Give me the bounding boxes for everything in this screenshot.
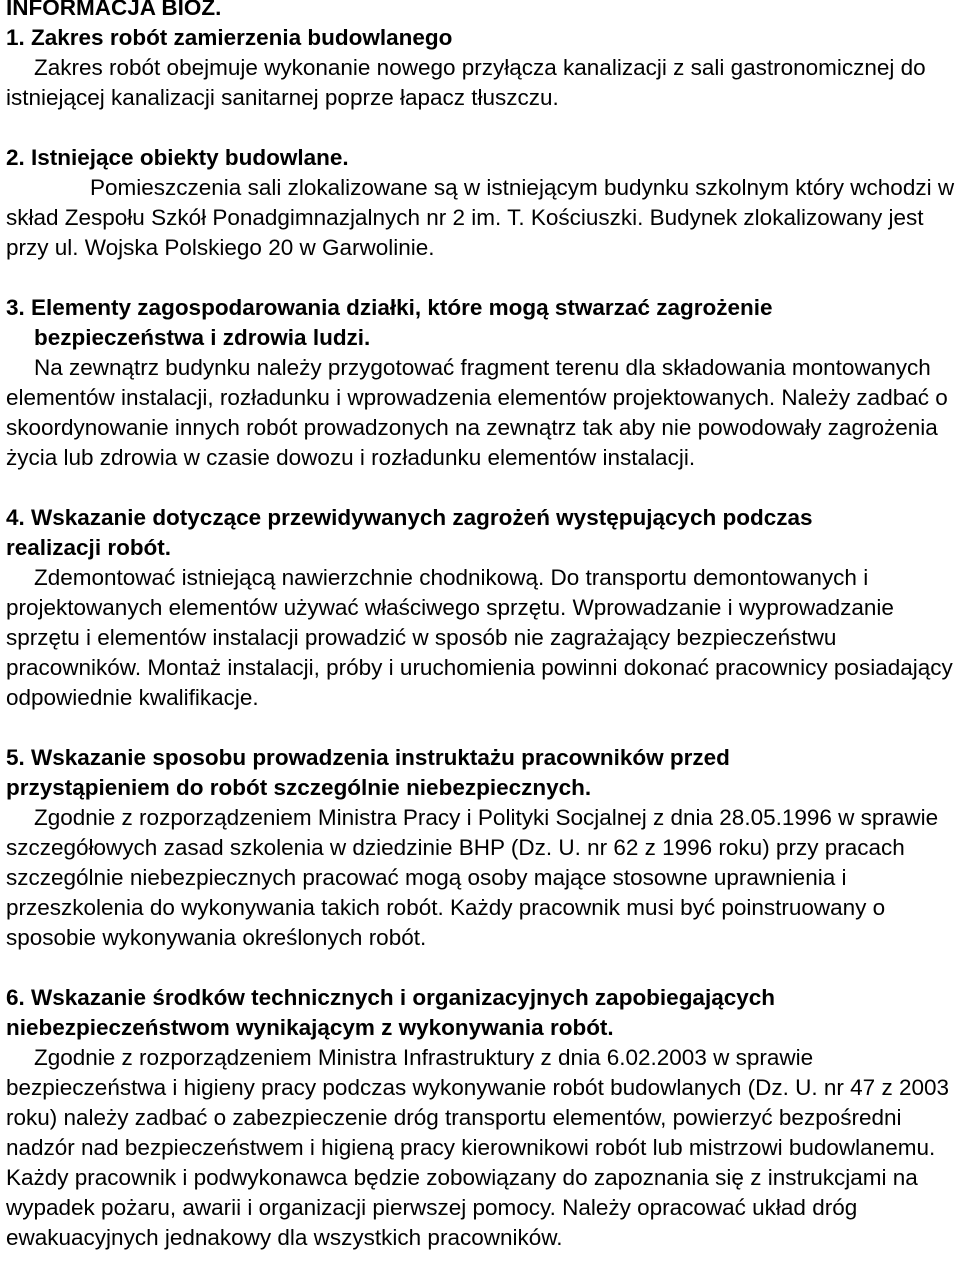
section-spacer — [6, 113, 956, 143]
section-6-heading — [6, 983, 956, 1043]
section-3 — [6, 293, 956, 473]
section-4-heading-line2: realizacji robót. — [6, 535, 172, 560]
section-3-heading — [6, 293, 956, 353]
section-5-paragraph: Zgodnie z rozporządzeniem Ministra Pracy i Polityki Socjalnej z dnia 28.05.1996 w sprawie szczegółowych zasad szkolenia w dziedzinie BHP (Dz. U. nr 62 z 1996 roku) przy pracach szczególnie niebezpiecznych pracować mogą osoby mające stosowne uprawnienia i przeszkolenia do wykonywania takich robót. Każdy pracownik musi być poinstruowany o sposobie wykonywania określonych robót. — [6, 805, 939, 950]
section-5-heading-line1: 5. Wskazanie sposobu prowadzenia instruktażu pracowników przed — [6, 745, 730, 770]
section-3-heading-line2: bezpieczeństwa i zdrowia ludzi. — [34, 325, 371, 350]
section-4-heading-line1: 4. Wskazanie dotyczące przewidywanych zagrożeń występujących podczas — [6, 505, 813, 530]
section-3-paragraph: Na zewnątrz budynku należy przygotować fragment terenu dla składowania montowanych elementów instalacji, rozładunku i wprowadzenia elementów projektowanych. Należy zadbać o skoordynowanie innych robót prowadzonych na zewnątrz tak aby nie powodowały zagrożenia życia lub zdrowia w czasie dowozu i rozładunku elementów instalacji. — [6, 355, 948, 470]
document-page — [6, 0, 956, 1253]
section-5 — [6, 743, 956, 953]
section-1-heading-line1: 1. Zakres robót zamierzenia budowlanego — [6, 25, 453, 50]
section-4-heading — [6, 503, 956, 563]
section-4-paragraph: Zdemontować istniejącą nawierzchnie chodnikową. Do transportu demontowanych i projektowanych elementów używać właściwego sprzętu. Wprowadzanie i wyprowadzanie sprzętu i elementów instalacji prowadzić w sposób nie zagrażający bezpieczeństwu pracowników. Montaż instalacji, próby i uruchomienia powinni dokonać pracownicy posiadający odpowiednie kwalifikacje. — [6, 565, 953, 710]
section-6 — [6, 983, 956, 1253]
section-5-heading-line2: przystąpieniem do robót szczególnie niebezpiecznych. — [6, 775, 592, 800]
section-5-heading — [6, 743, 956, 803]
section-3-heading-line1: 3. Elementy zagospodarowania działki, które mogą stwarzać zagrożenie — [6, 295, 773, 320]
section-1-paragraph: Zakres robót obejmuje wykonanie nowego przyłącza kanalizacji z sali gastronomicznej do istniejącej kanalizacji sanitarnej poprze łapacz tłuszczu. — [6, 55, 926, 110]
section-6-paragraph: Zgodnie z rozporządzeniem Ministra Infrastruktury z dnia 6.02.2003 w sprawie bezpieczeństwa i higieny pracy podczas wykonywanie robót budowlanych (Dz. U. nr 47 z 2003 roku) należy zadbać o zabezpieczenie dróg transportu elementów, powierzyć bezpośredni nadzór nad bezpieczeństwem i higieną pracy kierownikowi robót lub mistrzowi budowlanemu. Każdy pracownik i podwykonawca będzie zobowiązany do zapoznania się z instrukcjami na wypadek pożaru, awarii i organizacji pierwszej pomocy. Należy opracować układ dróg ewakuacyjnych jednakowy dla wszystkich pracowników. — [6, 1045, 950, 1250]
section-1-heading — [6, 23, 956, 53]
section-6-heading-line1: 6. Wskazanie środków technicznych i organizacyjnych zapobiegających — [6, 985, 775, 1010]
section-6-heading-line2: niebezpieczeństwom wynikającym z wykonywania robót. — [6, 1015, 614, 1040]
document-title: INFORMACJA BIOZ. — [6, 0, 222, 20]
section-2-heading-line1: 2. Istniejące obiekty budowlane. — [6, 145, 349, 170]
section-2 — [6, 143, 956, 263]
section-spacer — [6, 263, 956, 293]
section-2-paragraph: Pomieszczenia sali zlokalizowane są w istniejącym budynku szkolnym który wchodzi w skład Zespołu Szkół Ponadgimnazjalnych nr 2 im. T. Kościuszki. Budynek zlokalizowany jest przy ul. Wojska Polskiego 20 w Garwolinie. — [6, 175, 955, 260]
section-spacer — [6, 713, 956, 743]
section-spacer — [6, 473, 956, 503]
section-2-heading — [6, 143, 956, 173]
section-1 — [6, 23, 956, 113]
section-spacer — [6, 953, 956, 983]
section-4 — [6, 503, 956, 713]
